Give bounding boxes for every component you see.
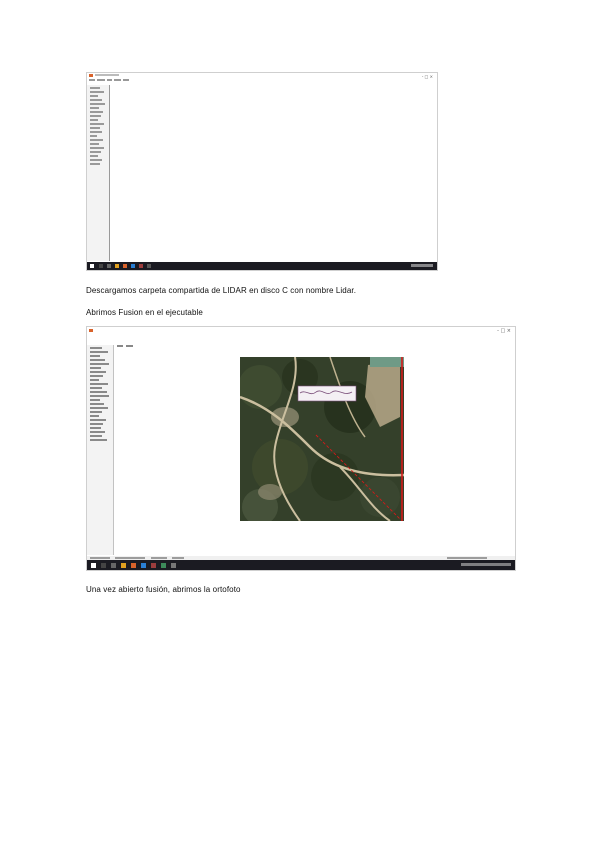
app-icon-3[interactable] <box>161 563 166 568</box>
window-titlebar <box>87 327 515 334</box>
screenshot-empty-fusion-window <box>86 72 438 271</box>
windows-taskbar <box>87 560 515 570</box>
system-tray[interactable] <box>461 563 511 566</box>
app-icon-2[interactable] <box>151 563 156 568</box>
app-icon-3[interactable] <box>147 264 151 268</box>
orthophoto-aerial-image <box>240 357 404 521</box>
start-icon[interactable] <box>90 264 94 268</box>
window-controls[interactable]: - □ × <box>497 328 511 334</box>
window-controls[interactable]: - □ × <box>421 74 433 79</box>
caption-3: Una vez abierto fusión, abrimos la ortofoto <box>86 585 241 594</box>
screenshot-fusion-orthophoto <box>86 326 516 571</box>
explorer-icon[interactable] <box>121 563 126 568</box>
menu-bar <box>87 334 515 339</box>
app-icon-4[interactable] <box>171 563 176 568</box>
windows-taskbar <box>87 262 437 270</box>
app-icon <box>89 74 93 77</box>
taskview-icon[interactable] <box>111 563 116 568</box>
explorer-icon[interactable] <box>115 264 119 268</box>
fusion-taskbar-icon[interactable] <box>131 563 136 568</box>
app-icon <box>89 329 93 332</box>
menu-bar <box>87 79 437 84</box>
tools-sidebar <box>87 345 114 555</box>
window-title-text <box>95 74 119 76</box>
tools-sidebar <box>87 85 110 261</box>
caption-1: Descargamos carpeta compartida de LIDAR en disco C con nombre Lidar. <box>86 286 357 295</box>
start-icon[interactable] <box>91 563 96 568</box>
search-icon[interactable] <box>99 264 103 268</box>
app-icon-2[interactable] <box>139 264 143 268</box>
search-icon[interactable] <box>101 563 106 568</box>
panel-divider <box>109 85 110 261</box>
orthophoto-image[interactable] <box>240 357 404 521</box>
taskview-icon[interactable] <box>107 264 111 268</box>
caption-2: Abrimos Fusion en el ejecutable <box>86 308 203 317</box>
fusion-taskbar-icon[interactable] <box>123 264 127 268</box>
browser-icon[interactable] <box>141 563 146 568</box>
system-tray[interactable] <box>411 264 433 267</box>
browser-icon[interactable] <box>131 264 135 268</box>
